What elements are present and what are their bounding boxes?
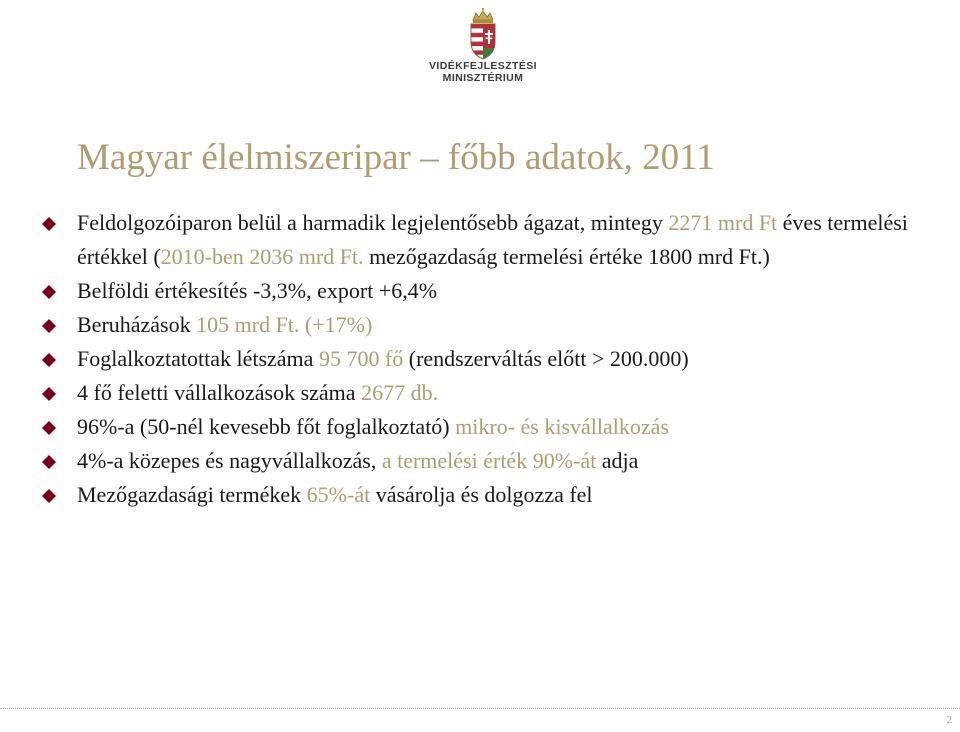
diamond-bullet-icon xyxy=(42,319,56,333)
bullet-item xyxy=(40,308,920,342)
highlight-text: a termelési érték 90%-át xyxy=(381,448,597,473)
footer-divider xyxy=(0,708,960,709)
bullet-text: 96%-a (50-nél kevesebb főt foglalkoztató) xyxy=(77,414,456,439)
diamond-bullet-icon xyxy=(42,285,56,299)
bullet-item xyxy=(40,206,920,274)
diamond-bullet-icon xyxy=(42,455,56,469)
highlight-text: mikro- és kisvállalkozás xyxy=(455,414,669,439)
bullet-item xyxy=(40,478,920,512)
bullet-text: Belföldi értékesítés -3,3%, export +6,4% xyxy=(77,278,438,303)
bullet-item xyxy=(40,274,920,308)
bullet-item xyxy=(40,444,920,478)
highlight-text: 2677 db. xyxy=(361,380,439,405)
bullet-text: 4 fő feletti vállalkozások száma xyxy=(77,380,362,405)
bullet-text: Beruházások xyxy=(77,312,197,337)
bullet-text: mezőgazdaság termelési értéke 1800 mrd Ft.) xyxy=(363,244,770,269)
bullet-text: vásárolja és dolgozza fel xyxy=(370,482,593,507)
diamond-bullet-icon xyxy=(42,421,56,435)
diamond-bullet-icon xyxy=(42,387,56,401)
highlight-text: 2010-ben 2036 mrd Ft. xyxy=(160,244,364,269)
logo-text-line2: MINISZTÉRIUM xyxy=(442,72,524,84)
bullet-text: adja xyxy=(596,448,639,473)
bullet-item xyxy=(40,342,920,376)
diamond-bullet-icon xyxy=(42,217,56,231)
bullet-list xyxy=(40,206,920,512)
coat-of-arms-icon xyxy=(466,8,500,60)
logo-text-line1: VIDÉKFEJLESZTÉSI xyxy=(429,60,537,72)
bullet-text: Mezőgazdasági termékek xyxy=(77,482,307,507)
slide-title: Magyar élelmiszeripar – főbb adatok, 2011 xyxy=(77,137,715,178)
highlight-text: 65%-át xyxy=(306,482,371,507)
bullet-text: Feldolgozóiparon belül a harmadik legjelentősebb ágazat, mintegy xyxy=(77,210,669,235)
diamond-bullet-icon xyxy=(42,353,56,367)
ministry-logo xyxy=(428,8,538,100)
bullet-item xyxy=(40,410,920,444)
page-number: 2 xyxy=(946,714,952,726)
highlight-text: 105 mrd Ft. (+17%) xyxy=(196,312,373,337)
bullet-text: 4%-a közepes és nagyvállalkozás, xyxy=(77,448,382,473)
bullet-text: éves termelési értékkel ( xyxy=(77,210,908,269)
highlight-text: 2271 mrd Ft xyxy=(668,210,778,235)
highlight-text: 95 700 fő xyxy=(318,346,404,371)
diamond-bullet-icon xyxy=(42,489,56,503)
bullet-text: (rendszerváltás előtt > 200.000) xyxy=(403,346,689,371)
bullet-item xyxy=(40,376,920,410)
bullet-text: Foglalkoztatottak létszáma xyxy=(77,346,319,371)
